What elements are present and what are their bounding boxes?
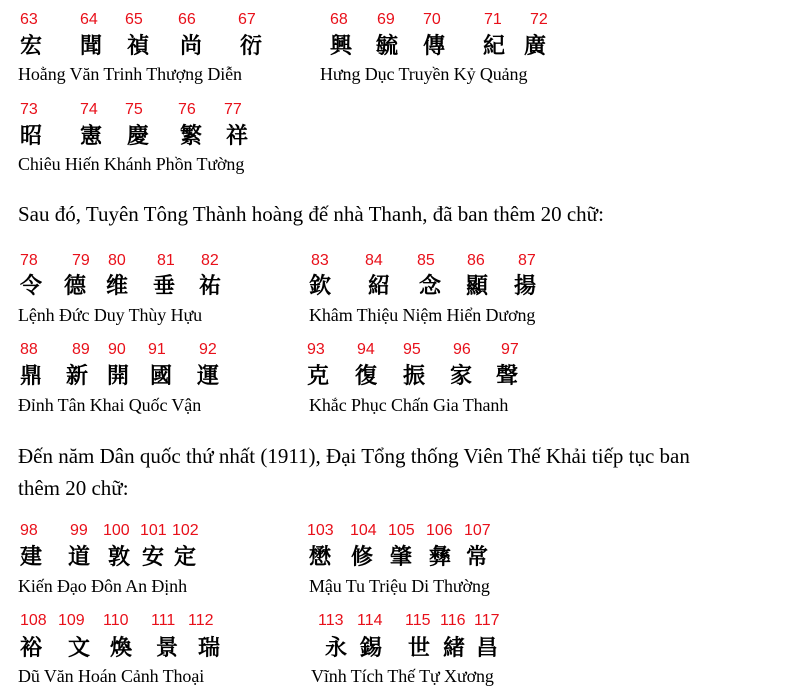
row6b-han-2: 世 xyxy=(408,635,431,661)
row1b-num-3: 71 xyxy=(484,11,502,28)
row3a-han-0: 令 xyxy=(20,273,43,299)
row3a-num-4: 82 xyxy=(201,252,219,269)
row3b-han-1: 紹 xyxy=(368,273,391,299)
row6b-num-1: 114 xyxy=(357,612,383,629)
row5a-han-1: 道 xyxy=(68,544,91,570)
row3a-han-2: 维 xyxy=(106,273,129,299)
row4a-num-2: 90 xyxy=(108,341,126,358)
row1a-han-4: 衍 xyxy=(240,33,263,59)
row3b-han-2: 念 xyxy=(419,273,442,299)
row4b-viet: Khắc Phục Chấn Gia Thanh xyxy=(309,395,509,415)
row5b-han-0: 懋 xyxy=(309,544,332,570)
row5b-num-1: 104 xyxy=(350,522,377,539)
row5b-num-2: 105 xyxy=(388,522,415,539)
row1a-viet: Hoằng Văn Trinh Thượng Diễn xyxy=(18,64,242,84)
row5a-num-2: 100 xyxy=(103,522,130,539)
row4b-han-2: 振 xyxy=(403,363,426,389)
row6a-han-1: 文 xyxy=(68,635,91,661)
row1b-han-3: 紀 xyxy=(483,33,506,59)
row6a-han-3: 景 xyxy=(156,635,179,661)
row1b-han-1: 毓 xyxy=(376,33,399,59)
row2a-num-2: 75 xyxy=(125,101,143,118)
row3b-han-3: 顯 xyxy=(466,273,489,299)
row1a-num-0: 63 xyxy=(20,11,38,28)
row1b-han-4: 廣 xyxy=(524,33,547,59)
row3b-han-0: 欽 xyxy=(309,273,332,299)
row5b-num-0: 103 xyxy=(307,522,334,539)
row5a-num-0: 98 xyxy=(20,522,38,539)
row5a-han-2: 敦 xyxy=(108,544,131,570)
row3a-han-4: 祐 xyxy=(199,273,222,299)
row2a-han-2: 慶 xyxy=(127,123,150,149)
row3a-num-0: 78 xyxy=(20,252,38,269)
row2a-han-0: 昭 xyxy=(20,123,43,149)
row6b-han-0: 永 xyxy=(325,635,348,661)
row3a-han-3: 垂 xyxy=(153,273,176,299)
row6b-han-1: 錫 xyxy=(360,635,383,661)
row3b-han-4: 揚 xyxy=(514,273,537,299)
row5b-han-2: 肇 xyxy=(390,544,413,570)
paragraph-2-line-1: Đến năm Dân quốc thứ nhất (1911), Đại Tổng thống Viên Thế Khải tiếp tục ban xyxy=(18,444,690,468)
row4b-han-0: 克 xyxy=(307,363,330,389)
row1a-han-3: 尚 xyxy=(180,33,203,59)
row1b-num-0: 68 xyxy=(330,11,348,28)
row4a-han-3: 國 xyxy=(150,363,173,389)
row4a-num-3: 91 xyxy=(148,341,166,358)
row3b-viet: Khâm Thiệu Niệm Hiển Dương xyxy=(309,305,536,325)
paragraph-1: Sau đó, Tuyên Tông Thành hoàng đế nhà Thanh, đã ban thêm 20 chữ: xyxy=(18,202,604,226)
row5a-han-3: 安 xyxy=(142,544,165,570)
row1a-han-2: 禎 xyxy=(127,33,150,59)
row4a-num-0: 88 xyxy=(20,341,38,358)
row2a-han-4: 祥 xyxy=(226,123,249,149)
row6a-han-4: 瑞 xyxy=(198,635,221,661)
row4b-num-1: 94 xyxy=(357,341,375,358)
row6b-num-0: 113 xyxy=(318,612,344,629)
row3a-num-2: 80 xyxy=(108,252,126,269)
row4b-num-4: 97 xyxy=(501,341,519,358)
row3a-num-3: 81 xyxy=(157,252,175,269)
row5b-han-1: 修 xyxy=(351,544,374,570)
row6a-num-3: 111 xyxy=(151,612,176,629)
row5a-num-1: 99 xyxy=(70,522,88,539)
row2a-viet: Chiêu Hiến Khánh Phồn Tường xyxy=(18,154,245,174)
row5b-han-4: 常 xyxy=(466,544,489,570)
row2a-num-4: 77 xyxy=(224,101,242,118)
row6a-han-2: 煥 xyxy=(110,635,133,661)
row4b-num-0: 93 xyxy=(307,341,325,358)
row5b-viet: Mậu Tu Triệu Di Thường xyxy=(309,576,490,596)
row2a-han-3: 繁 xyxy=(180,123,203,149)
row5b-han-3: 彝 xyxy=(429,544,452,570)
row6b-han-4: 昌 xyxy=(476,635,499,661)
row6a-viet: Dũ Văn Hoán Cảnh Thoại xyxy=(18,666,205,686)
row4b-han-4: 聲 xyxy=(496,363,519,389)
row4a-han-4: 運 xyxy=(197,363,220,389)
row4a-viet: Đỉnh Tân Khai Quốc Vận xyxy=(18,395,202,415)
row3b-num-3: 86 xyxy=(467,252,485,269)
row5a-num-3: 101 xyxy=(140,522,167,539)
row4a-han-0: 鼎 xyxy=(20,363,43,389)
row4a-han-1: 新 xyxy=(66,363,89,389)
row1b-num-1: 69 xyxy=(377,11,395,28)
row1b-num-4: 72 xyxy=(530,11,548,28)
row2a-num-3: 76 xyxy=(178,101,196,118)
row6b-num-3: 116 xyxy=(440,612,466,629)
row2a-num-1: 74 xyxy=(80,101,98,118)
row4a-han-2: 開 xyxy=(107,363,130,389)
row6b-num-4: 117 xyxy=(474,612,500,629)
row3b-num-4: 87 xyxy=(518,252,536,269)
row6b-han-3: 緒 xyxy=(443,635,466,661)
paragraph-2-line-2: thêm 20 chữ: xyxy=(18,476,129,500)
row1a-num-3: 66 xyxy=(178,11,196,28)
row4a-num-1: 89 xyxy=(72,341,90,358)
row3b-num-0: 83 xyxy=(311,252,329,269)
row6a-num-4: 112 xyxy=(188,612,214,629)
row1a-han-0: 宏 xyxy=(20,33,43,59)
row4b-num-3: 96 xyxy=(453,341,471,358)
row5a-han-0: 建 xyxy=(20,544,43,570)
row6a-num-1: 109 xyxy=(58,612,85,629)
row4b-han-3: 家 xyxy=(450,363,473,389)
row5a-num-4: 102 xyxy=(172,522,199,539)
row3b-num-1: 84 xyxy=(365,252,383,269)
row3a-han-1: 德 xyxy=(64,273,87,299)
row6a-num-2: 110 xyxy=(103,612,129,629)
row1b-han-0: 興 xyxy=(330,33,353,59)
row6a-num-0: 108 xyxy=(20,612,47,629)
row1b-num-2: 70 xyxy=(423,11,441,28)
row6b-viet: Vĩnh Tích Thế Tự Xương xyxy=(311,666,494,686)
row6a-han-0: 裕 xyxy=(20,635,43,661)
row3b-num-2: 85 xyxy=(417,252,435,269)
row4a-num-4: 92 xyxy=(199,341,217,358)
row4b-num-2: 95 xyxy=(403,341,421,358)
row5a-viet: Kiến Đạo Đôn An Định xyxy=(18,576,187,596)
row3a-viet: Lệnh Đức Duy Thùy Hựu xyxy=(18,305,203,325)
row6b-num-2: 115 xyxy=(405,612,431,629)
row1a-num-1: 64 xyxy=(80,11,98,28)
row4b-han-1: 復 xyxy=(355,363,378,389)
row3a-num-1: 79 xyxy=(72,252,90,269)
row5b-num-3: 106 xyxy=(426,522,453,539)
row5a-han-4: 定 xyxy=(174,544,197,570)
row2a-num-0: 73 xyxy=(20,101,38,118)
row1b-viet: Hưng Dục Truyền Kỷ Quảng xyxy=(320,64,528,84)
row1a-num-4: 67 xyxy=(238,11,256,28)
row1a-num-2: 65 xyxy=(125,11,143,28)
row2a-han-1: 憲 xyxy=(80,123,103,149)
row5b-num-4: 107 xyxy=(464,522,491,539)
row1a-han-1: 聞 xyxy=(80,33,103,59)
row1b-han-2: 傳 xyxy=(423,33,446,59)
